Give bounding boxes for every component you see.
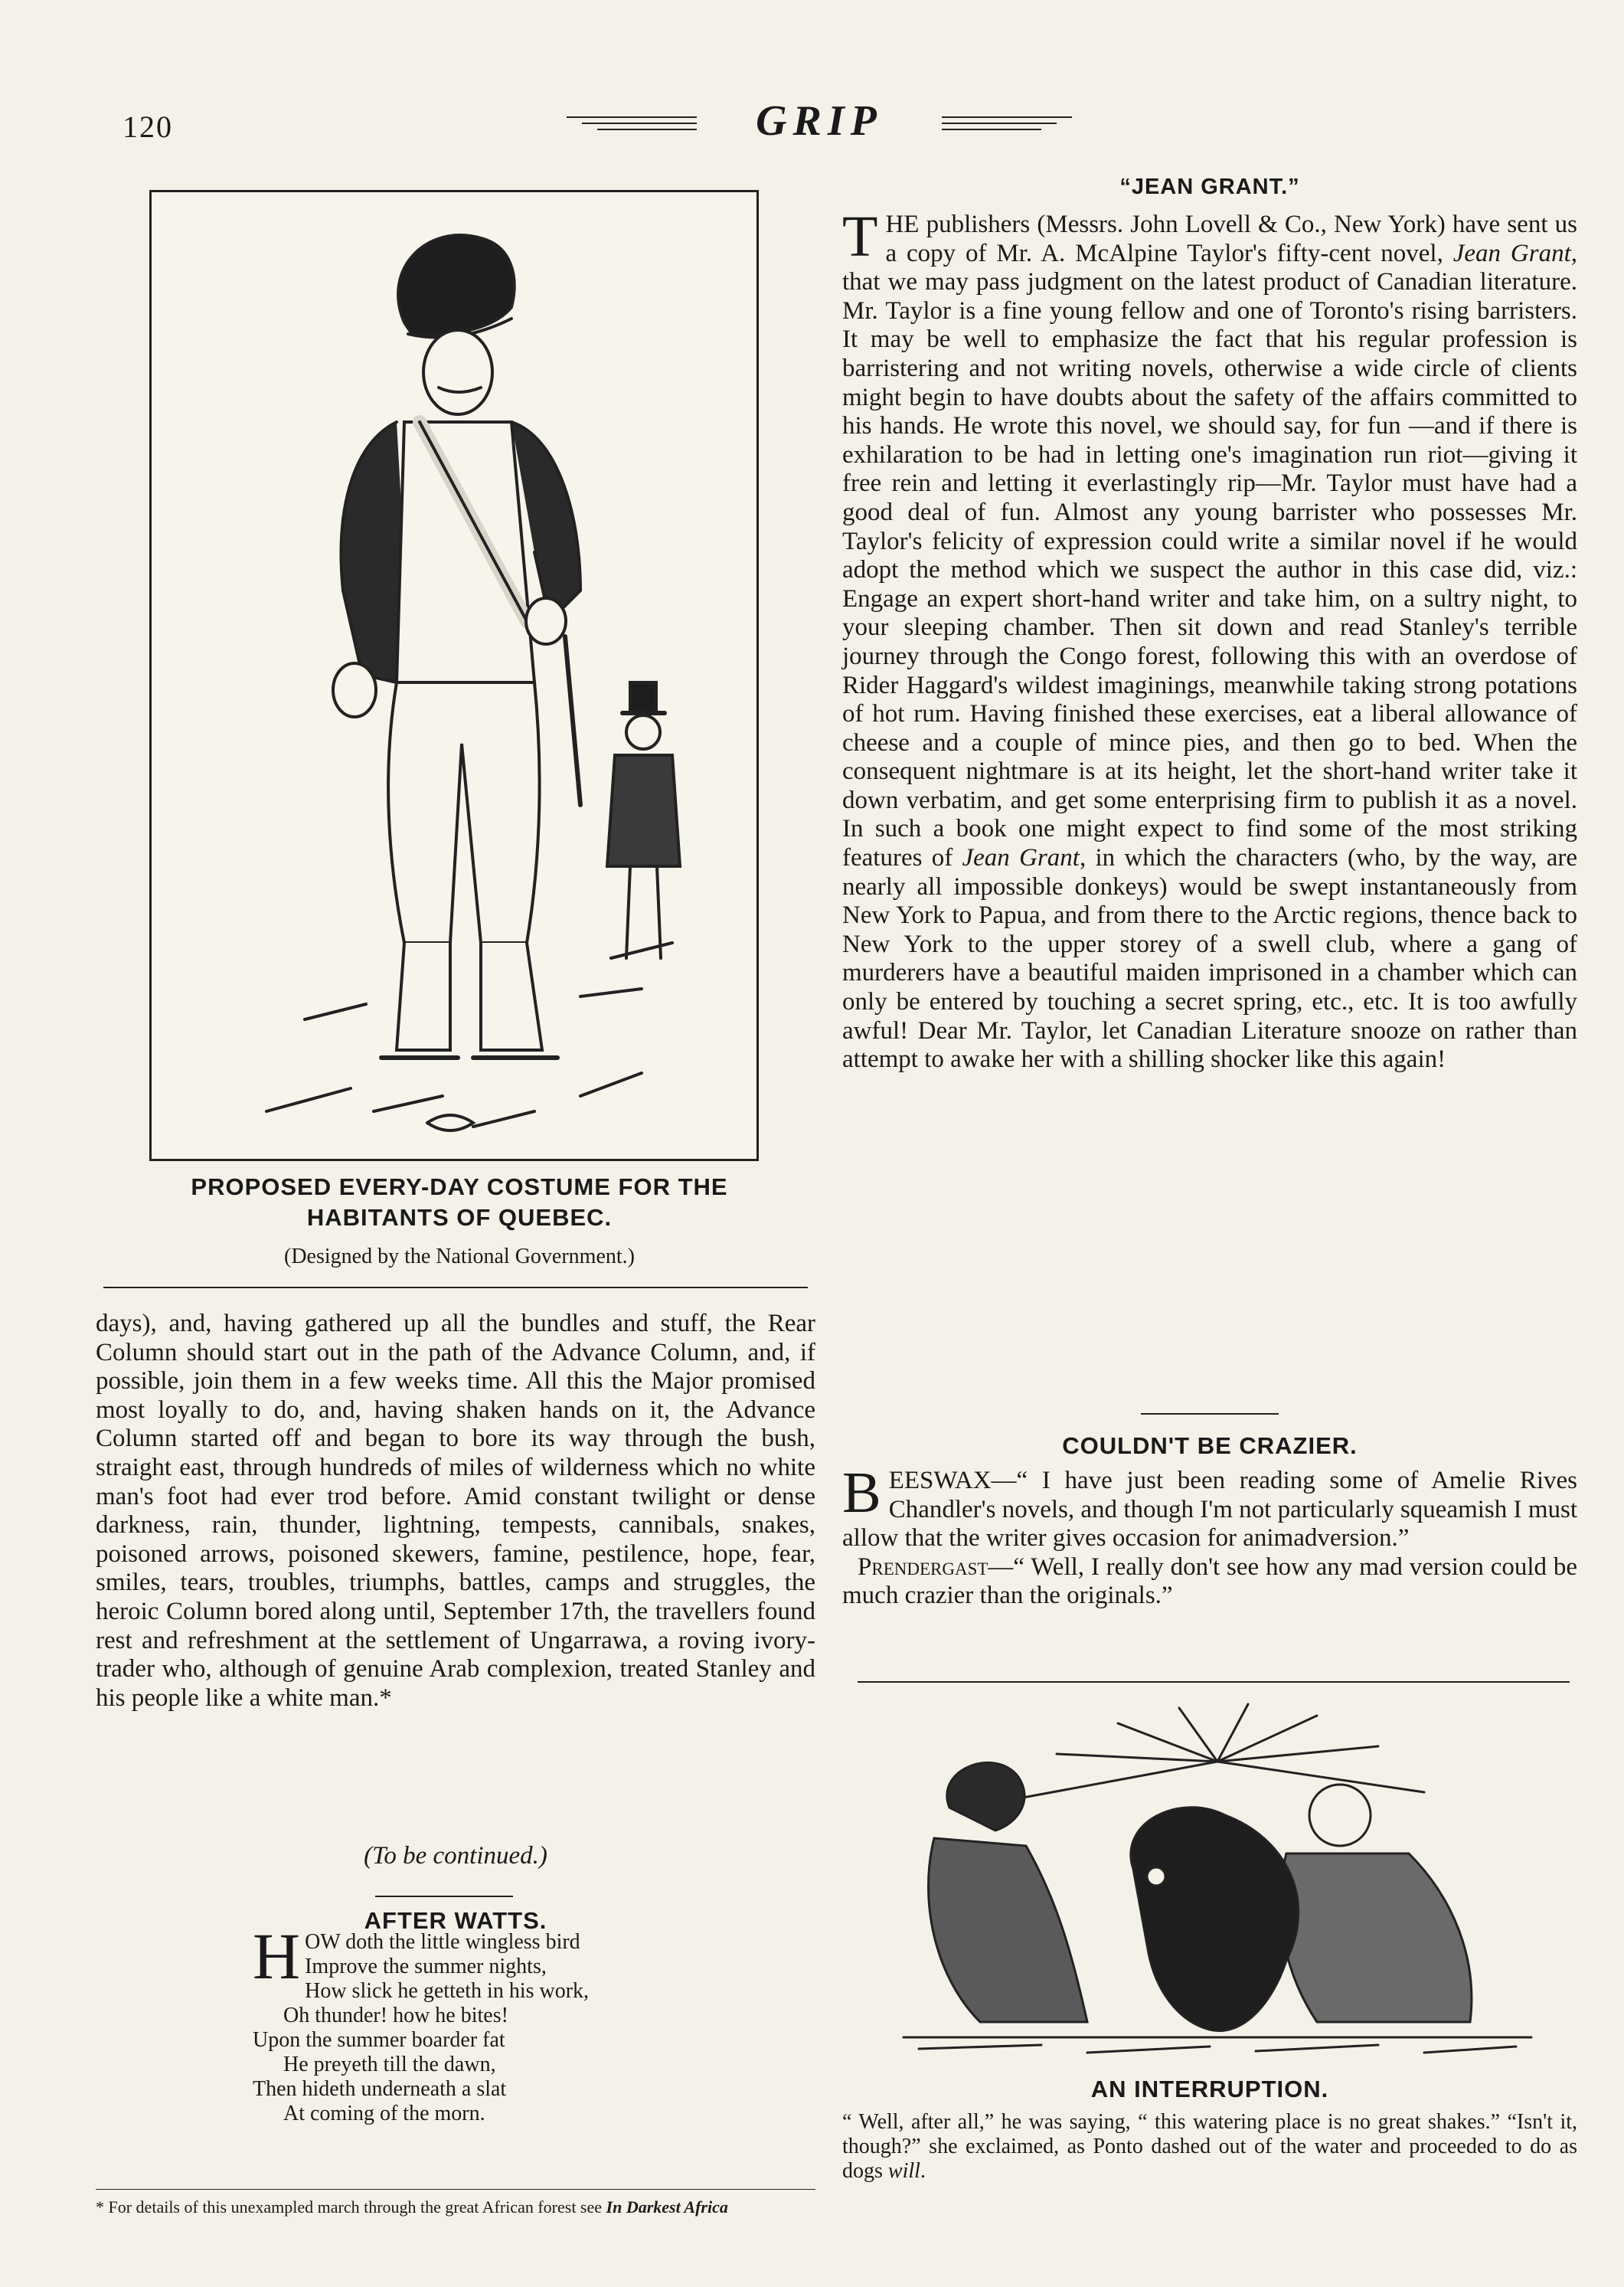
poem-dropcap: H	[253, 1919, 301, 1993]
costume-caption-title: PROPOSED EVERY-DAY COSTUME FOR THE HABITANTS OF QUEBEC.	[191, 1173, 728, 1231]
crazier-dialogue: BEESWAX—“ I have just been reading some of Amelie Rives Chandler's novels, and though I'm not particularly squeamish I must allow that the writer gives occasion for animadversion.” Prendergast—“ Well, I really don't see how any mad version could be much crazier than the originals.”	[842, 1461, 1577, 1610]
interruption-caption: “ Well, after all,” he was saying, “ this watering place is no great shakes.” “Isn't it, though?” she exclaimed, as Ponto dashed out of the water and proceeded to do as dogs will.	[842, 2110, 1577, 2183]
divider	[1141, 1413, 1279, 1415]
divider	[858, 1681, 1570, 1683]
dog-splashing-couple-illustration	[888, 1700, 1547, 2060]
to-be-continued: (To be continued.)	[364, 1842, 547, 1870]
jean-grant-title: “JEAN GRANT.”	[1119, 175, 1300, 199]
masthead	[567, 90, 1072, 152]
divider	[375, 1896, 513, 1897]
stanley-text: days), and, having gathered up all the bundles and stuff, the Rear Column should start out in the path of the Advance Column, and, if possible, join them in a few weeks time. All this the Major promised most loyally to do, and, having shaken hands on it, the Advance Column started off and began to bore its way through the bush, straight east, through hundreds of miles of wilderness which no white man's foot had ever trod before. Amid constant twilight or dense darkness, rain, thunder, lightning, tempests, cannibals, snakes, poisoned arrows, poisoned skewers, famine, pestilence, hope, fear, smiles, tears, troubles, triumphs, battles, camps and struggles, the heroic Column bored along until, September 17th, the travellers found rest and refreshment at the settlement of Ungarrawa, a roving ivory-trader who, although of genuine Arab complexion, treated Stanley and his people like a white man.*	[96, 1310, 815, 1712]
publication-title: GRIP	[756, 97, 883, 145]
poem-line: Upon the summer boarder fat	[253, 2028, 505, 2052]
crazier-title: COULDN'T BE CRAZIER.	[1062, 1432, 1358, 1459]
jean-dropcap: T	[842, 204, 878, 269]
poem-line: Improve the summer nights,	[305, 1955, 547, 1978]
jean-grant-article: THE publishers (Messrs. John Lovell & Co., New York) have sent us a copy of Mr. A. McAlpine Taylor's fifty-cent novel, Jean Grant, that we may pass judgment on the latest product of Canadian literature. Mr. Taylor is a fine young fellow and one of Toronto's rising barristers. It may be well to emphasize the fact that his regular profession is barristering and not writing novels, otherwise a wide circle of clients might begin to have doubts about the safety of the affairs committed to his hands. He wrote this novel, we should say, for fun —and if there is exhilaration to be had in letting one's imagination run riot—giving it free rein and letting it everlastingly rip—Mr. Taylor must have had a good deal of fun. Almost any young barrister who possesses Mr. Taylor's felicity of expression could write a similar novel if he would adopt the method which we suspect the author in this case did, viz.: Engage an expert short-hand writer and take him, on a sultry night, to your sleeping chamber. Then sit down and read Stanley's terrible journey through the Congo forest, following this with an overdose of Rider Haggard's wildest imaginings, meanwhile taking strong potations of hot rum. Having finished these exercises, eat a liberal allowance of cheese and a couple of mince pies, and then go to bed. When the consequent nightmare is at its height, let the short-hand writer take it down verbatim, and get some enterprising firm to publish it as a novel. In such a book one might expect to find some of the most striking features of Jean Grant, in which the characters (who, by the way, are nearly all impossible donkeys) would be swept instantaneously from New York to Papua, and from there to the Arctic regions, thence back to New York to the upper storey of a swell club, where a gang of murderers have a beautiful maiden imprisoned in a chamber which can only be entered by touching a secret spring, etc., etc. It is too awfully awful! Dear Mr. Taylor, let Canadian Literature snooze on rather than attempt to awake her with a shilling shocker like this again!	[842, 204, 1577, 1074]
poem-line: At coming of the morn.	[283, 2102, 485, 2125]
footnote: * For details of this unexampled march through the great African forest see In Darkest Africa	[96, 2197, 728, 2217]
stanley-article	[96, 1310, 815, 1713]
after-watts-title: AFTER WATTS.	[364, 1907, 547, 1934]
divider	[96, 2189, 815, 2190]
poem-line: OW doth the little wingless bird	[305, 1930, 580, 1954]
soldier-costume-illustration	[149, 190, 759, 1161]
costume-caption-sub: (Designed by the National Government.)	[284, 1245, 635, 1268]
poem-line: How slick he getteth in his work,	[305, 1979, 590, 2003]
interruption-title: AN INTERRUPTION.	[1090, 2076, 1329, 2102]
poem-line: Oh thunder! how he bites!	[283, 2004, 508, 2027]
poem-line: Then hideth underneath a slat	[253, 2077, 507, 2101]
crazier-dropcap: B	[842, 1461, 881, 1525]
divider	[103, 1287, 808, 1288]
poem-line: He preyeth till the dawn,	[283, 2053, 496, 2076]
page-number: 120	[123, 110, 173, 144]
